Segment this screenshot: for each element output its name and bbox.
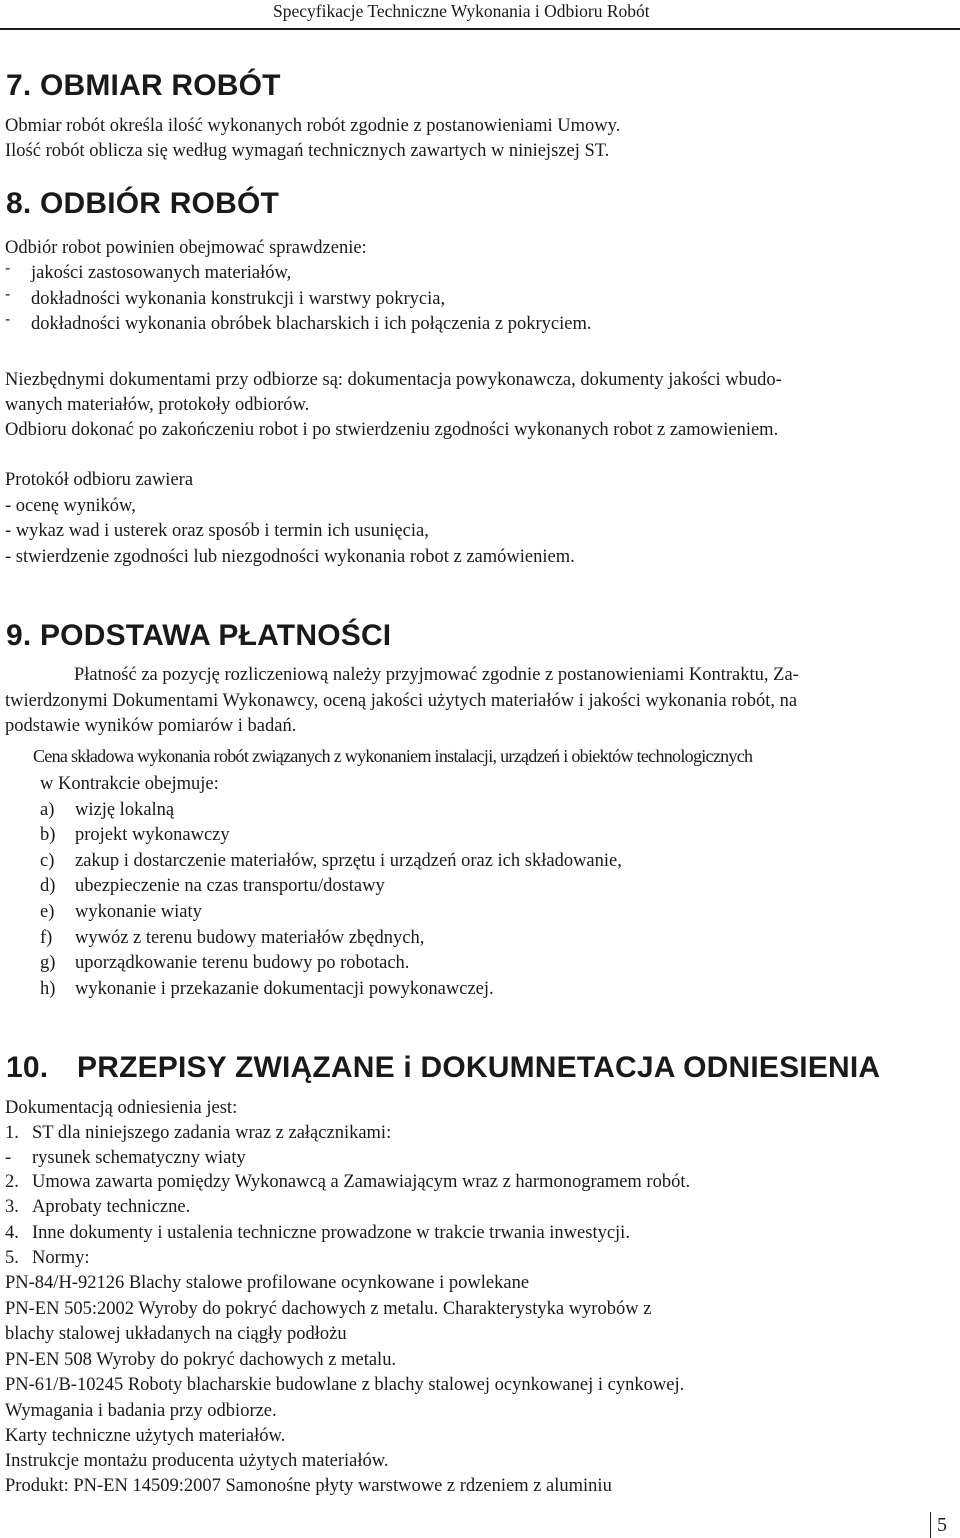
- header-title: Specyfikacje Techniczne Wykonania i Odbioru Robót: [273, 1, 650, 21]
- s8-protocol-item-3: - stwierdzenie zgodności lub niezgodności wykonania robot z zamówieniem.: [5, 547, 575, 567]
- norm-line: Instrukcje montażu producenta użytych materiałów.: [5, 1451, 389, 1471]
- list-item: wykonanie wiaty: [75, 902, 202, 922]
- dash-bullet: -: [5, 311, 11, 328]
- list-number: 2.: [5, 1172, 19, 1192]
- norm-line: PN-EN 508 Wyroby do pokryć dachowych z metalu.: [5, 1350, 397, 1370]
- s9-para-line-2: twierdzonymi Dokumentami Wykonawcy, oceną jakości użytych materiałów i jakości wykonania robót, na: [5, 691, 798, 711]
- page-number: 5: [937, 1514, 947, 1536]
- list-item: wizję lokalną: [75, 800, 175, 820]
- norm-line: Karty techniczne użytych materiałów.: [5, 1426, 286, 1446]
- norm-line: PN-84/H-92126 Blachy stalowe profilowane ocynkowane i powlekane: [5, 1273, 530, 1293]
- list-item: ST dla niniejszego zadania wraz z załącznikami:: [32, 1123, 392, 1143]
- s10-intro: Dokumentacją odniesienia jest:: [5, 1098, 238, 1118]
- header-rule: [0, 28, 960, 30]
- list-item: Inne dokumenty i ustalenia techniczne prowadzone w trakcie trwania inwestycji.: [32, 1223, 630, 1243]
- page-number-rule: [930, 1512, 931, 1538]
- dash-bullet: -: [5, 260, 11, 277]
- list-number: 5.: [5, 1248, 19, 1268]
- list-item: zakup i dostarczenie materiałów, sprzętu i urządzeń oraz ich składowanie,: [75, 851, 622, 871]
- s9-cena: Cena składowa wykonania robót związanych z wykonaniem instalacji, urządzeń i obiektów technologicznych: [33, 746, 753, 766]
- norm-line: Produkt: PN-EN 14509:2007 Samonośne płyty warstwowe z rdzeniem z aluminiu: [5, 1476, 612, 1496]
- s9-para-line-3: podstawie wyników pomiarów i badań.: [5, 716, 297, 736]
- s8-protocol-title: Protokół odbioru zawiera: [5, 470, 194, 490]
- s8-para1-line-1: Niezbędnymi dokumentami przy odbiorze są: dokumentacja powykonawcza, dokumenty jakości wbudo-: [5, 370, 782, 390]
- page-header: [0, 0, 960, 34]
- list-item: projekt wykonawczy: [75, 825, 230, 845]
- list-label: b): [40, 825, 56, 845]
- list-label: f): [40, 928, 53, 948]
- list-label: c): [40, 851, 55, 871]
- list-label: a): [40, 800, 55, 820]
- section-8-heading: 8. ODBIÓR ROBÓT: [6, 187, 280, 220]
- section-9-heading: 9. PODSTAWA PŁATNOŚCI: [6, 619, 392, 652]
- s9-kontrakt: w Kontrakcie obejmuje:: [40, 774, 219, 794]
- list-number: -: [5, 1148, 12, 1168]
- s8-intro: Odbiór robot powinien obejmować sprawdzenie:: [5, 238, 367, 258]
- s7-line-1: Obmiar robót określa ilość wykonanych robót zgodnie z postanowieniami Umowy.: [5, 116, 621, 136]
- dash-bullet: -: [5, 286, 11, 303]
- norm-line: PN-61/B-10245 Roboty blacharskie budowlane z blachy stalowej ocynkowanej i cynkowej.: [5, 1375, 685, 1395]
- s8-protocol-item-2: - wykaz wad i usterek oraz sposób i termin ich usunięcia,: [5, 521, 429, 541]
- list-number: 3.: [5, 1197, 19, 1217]
- list-item: wykonanie i przekazanie dokumentacji powykonawczej.: [75, 979, 494, 999]
- list-item: Normy:: [32, 1248, 90, 1268]
- s8-para2: Odbioru dokonać po zakończeniu robot i po stwierdzeniu zgodności wykonanych robot z zamowieniem.: [5, 420, 779, 440]
- list-number: 4.: [5, 1223, 19, 1243]
- s9-para-line-1: Płatność za pozycję rozliczeniową należy przyjmować zgodnie z postanowieniami Kontraktu, Za-: [74, 665, 799, 685]
- s8-dash-item-1: jakości zastosowanych materiałów,: [31, 263, 292, 283]
- list-label: g): [40, 953, 56, 973]
- list-item: rysunek schematyczny wiaty: [32, 1148, 246, 1168]
- norm-line: Wymagania i badania przy odbiorze.: [5, 1401, 277, 1421]
- section-7-heading: 7. OBMIAR ROBÓT: [6, 69, 281, 102]
- s7-line-2: Ilość robót oblicza się według wymagań technicznych zawartych w niniejszej ST.: [5, 141, 610, 161]
- norm-line: PN-EN 505:2002 Wyroby do pokryć dachowych z metalu. Charakterystyka wyrobów z: [5, 1299, 652, 1319]
- list-item: Aprobaty techniczne.: [32, 1197, 191, 1217]
- list-item: wywóz z terenu budowy materiałów zbędnych,: [75, 928, 425, 948]
- s8-protocol-item-1: - ocenę wyników,: [5, 496, 136, 516]
- list-item: uporządkowanie terenu budowy po robotach.: [75, 953, 410, 973]
- s8-dash-item-3: dokładności wykonania obróbek blacharskich i ich połączenia z pokryciem.: [31, 314, 592, 334]
- section-10-number: 10.: [6, 1051, 49, 1084]
- s8-para1-line-2: wanych materiałów, protokoły odbiorów.: [5, 395, 310, 415]
- section-10-heading: PRZEPISY ZWIĄZANE i DOKUMNETACJA ODNIESIENIA: [77, 1051, 881, 1084]
- list-label: e): [40, 902, 55, 922]
- norm-line: blachy stalowej układanych na ciągły podłożu: [5, 1324, 347, 1344]
- s8-dash-item-2: dokładności wykonania konstrukcji i warstwy pokrycia,: [31, 289, 446, 309]
- list-item: ubezpieczenie na czas transportu/dostawy: [75, 876, 385, 896]
- list-label: d): [40, 876, 56, 896]
- list-item: Umowa zawarta pomiędzy Wykonawcą a Zamawiającym wraz z harmonogramem robót.: [32, 1172, 691, 1192]
- list-label: h): [40, 979, 56, 999]
- list-number: 1.: [5, 1123, 19, 1143]
